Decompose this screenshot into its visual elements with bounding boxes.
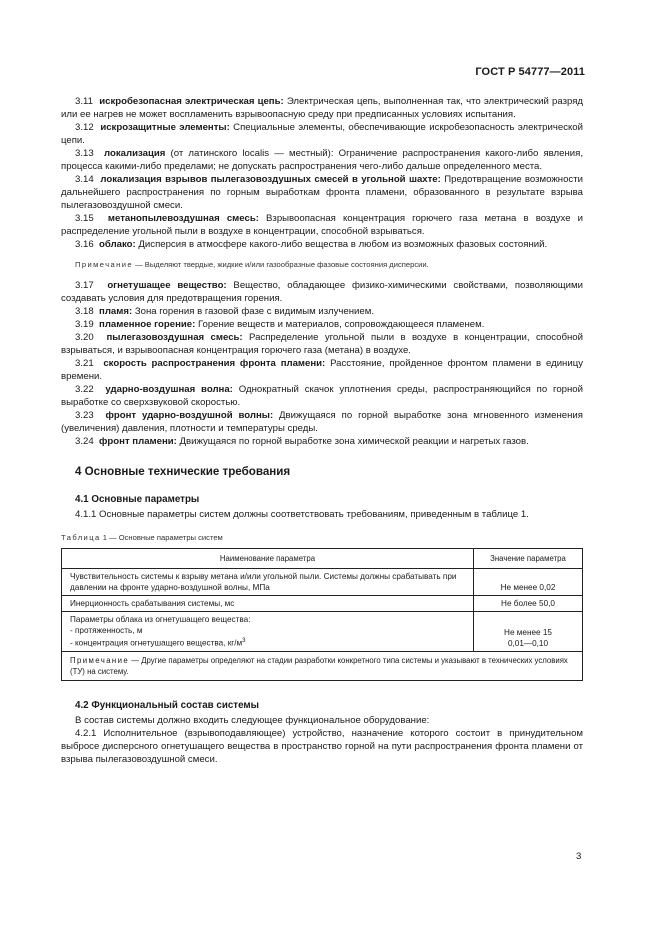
table-caption-label: Таблица (61, 533, 101, 542)
definition-number: 3.15 (75, 213, 94, 224)
definition-term: облако: (99, 239, 136, 250)
definitions-list (61, 95, 583, 251)
parameters-table (61, 548, 583, 681)
table-note-label: Примечание (70, 655, 130, 665)
definition-paragraph (61, 147, 583, 173)
definition-text: Дисперсия в атмосфере какого-либо вещества в любом из возможных фазовых состояний. (135, 239, 548, 250)
definition-text: Однократный скачок уплотнения среды, распространяющийся по горной выработке со сверхзвуковой скоростью. (61, 384, 583, 408)
document-header: ГОСТ Р 54777—2011 (475, 66, 585, 78)
definition-paragraph (61, 383, 583, 409)
column-header-value: Значение параметра (474, 549, 583, 569)
definition-text: Движущаяся по горной выработке зона мгновенного изменения (увеличения) давления, плотности и температуры среды. (61, 410, 583, 434)
table-note (62, 651, 583, 680)
definition-paragraph (61, 212, 583, 238)
definition-number: 3.14 (75, 174, 94, 185)
definition-paragraph (61, 95, 583, 121)
definition-term: локализация взрывов пылегазовоздушных смесей в угольной шахте: (100, 174, 441, 185)
definition-term: огнетушащее вещество: (107, 280, 227, 291)
page-number: 3 (576, 851, 582, 862)
definition-text: Предотвращение возможности дальнейшего распространения по горным выработкам фронта пламени, образованного в результате взрыва пылегазовоздушной смеси. (61, 174, 583, 211)
definition-paragraph (61, 331, 583, 357)
definition-number: 3.23 (75, 410, 94, 421)
definition-term: ударно-воздушная волна: (105, 384, 233, 395)
subsection-heading: 4.2 Функциональный состав системы (75, 699, 260, 711)
definition-text: (от латинского localis — местный): Ограничение распространения какого-либо явления, процесса какими-либо пределами; не допускать распространения чего-либо дальше определенного места. (61, 148, 583, 172)
table-header-row (62, 549, 583, 569)
column-header-name: Наименование параметра (62, 549, 474, 569)
definition-number: 3.24 (75, 436, 94, 447)
definition-number: 3.21 (75, 358, 94, 369)
definition-number: 3.19 (75, 319, 94, 330)
paragraph: В состав системы должно входить следующее функциональное оборудование: (75, 714, 430, 726)
table-note-text: — Другие параметры определяют на стадии разработки конкретного типа системы и указывают в технических условиях (ТУ) на систему. (70, 655, 568, 676)
paragraph: 4.1.1 Основные параметры систем должны соответствовать требованиям, приведенным в таблице 1. (75, 509, 529, 520)
definition-term: скорость распространения фронта пламени: (103, 358, 326, 369)
cloud-value-concentration: 0,01—0,10 (507, 638, 549, 648)
cloud-params-title: Параметры облака из огнетушащего вещества: (70, 615, 251, 624)
definition-term: метанопылевоздушная смесь: (107, 213, 259, 224)
subsection-heading: 4.1 Основные параметры (75, 494, 200, 505)
table-caption (61, 533, 583, 542)
param-name: Чувствительность системы к взрыву метана и/или угольной пыли. Системы должны срабатывать при давлении на фронте ударно-воздушной волны, МПа (62, 569, 474, 596)
cloud-param-concentration-text: - концентрация огнетушащего вещества, кг/м (70, 638, 243, 648)
definition-number: 3.18 (75, 306, 94, 317)
definition-paragraph (61, 409, 583, 435)
cloud-param-concentration (70, 636, 467, 649)
definition-text: Горение веществ и материалов, сопровождающееся пламенем. (195, 319, 485, 330)
note-paragraph (61, 259, 583, 270)
definition-term: искробезопасная электрическая цепь: (99, 96, 284, 107)
definition-term: локализация (104, 148, 166, 159)
definition-number: 3.20 (75, 332, 94, 343)
param-name (62, 612, 474, 652)
definition-number: 3.13 (75, 148, 94, 159)
definition-paragraph (61, 435, 583, 448)
param-value: Не более 50,0 (474, 596, 583, 612)
definition-paragraph (61, 357, 583, 383)
definition-paragraph (61, 121, 583, 147)
definition-term: искрозащитные элементы: (100, 122, 230, 133)
table-row (62, 569, 583, 596)
definition-number: 3.17 (75, 280, 94, 291)
definition-paragraph (61, 305, 583, 318)
definition-paragraph (61, 173, 583, 212)
definition-text: Взрывоопасная концентрация горючего газа метана в воздухе и распределение угольной пыли в воздухе в концентрации, способной взрываться. (61, 213, 583, 237)
definitions-list (61, 279, 583, 448)
definition-number: 3.22 (75, 384, 94, 395)
definition-text: Специальные элементы, обеспечивающие искробезопасность электрической цепи. (61, 122, 583, 146)
definition-text: Расстояние, пройденное фронтом пламени в единицу времени. (61, 358, 583, 382)
definition-number: 3.12 (75, 122, 94, 133)
table-row (62, 596, 583, 612)
definition-text: Распределение угольной пыли в воздухе в концентрации, способной взрываться, и взрывоопасная концентрация горючего газа (метана) в воздухе. (61, 332, 583, 356)
param-name: Инерционность срабатывания системы, мс (62, 596, 474, 612)
definition-term: фронт ударно-воздушной волны: (105, 410, 274, 421)
document-body (61, 95, 583, 766)
table-note-row (62, 651, 583, 680)
definition-term: пламенное горение: (99, 319, 196, 330)
definition-paragraph (61, 279, 583, 305)
definition-paragraph (61, 318, 583, 331)
section-heading: 4 Основные технические требования (75, 465, 291, 478)
paragraph: 4.2.1 Исполнительное (взрывоподавляющее) устройство, назначение которого состоит в принудительном выбросе дисперсного огнетушащего вещества в пространство горной на пути распространения фронта пламени от взрыва пылегазовоздушной смеси. (61, 727, 583, 765)
cloud-param-length: - протяженность, м (70, 626, 143, 635)
definition-text: Движущаяся по горной выработке зона химической реакции и нагретых газов. (176, 436, 529, 447)
definition-term: фронт пламени: (99, 436, 177, 447)
definition-text: Электрическая цепь, выполненная так, что электрический разряд или ее нагрев не может воспламенить взрывоопасную среду при предписанных условиях испытания. (61, 96, 583, 120)
param-value (474, 612, 583, 652)
definition-term: пылегазовоздушная смесь: (106, 332, 243, 343)
superscript: 3 (242, 638, 246, 644)
definition-text: Зона горения в газовой фазе с видимым излучением. (132, 306, 374, 317)
note-text: — Выделяют твердые, жидкие и/или газообразные фазовые состояния дисперсии. (132, 260, 429, 269)
definition-number: 3.16 (75, 239, 94, 250)
table-row (62, 612, 583, 652)
definition-paragraph (61, 238, 583, 251)
definition-term: пламя: (99, 306, 133, 317)
param-value: Не менее 0,02 (474, 569, 583, 596)
table-caption-text: 1 — Основные параметры систем (100, 533, 223, 542)
definition-text: Вещество, обладающее физико-химическими свойствами, позволяющими создавать условия для предотвращения горения. (61, 280, 583, 304)
definition-number: 3.11 (75, 96, 93, 107)
cloud-value-length: Не менее 15 (504, 627, 552, 637)
note-label: Примечание (75, 260, 133, 269)
